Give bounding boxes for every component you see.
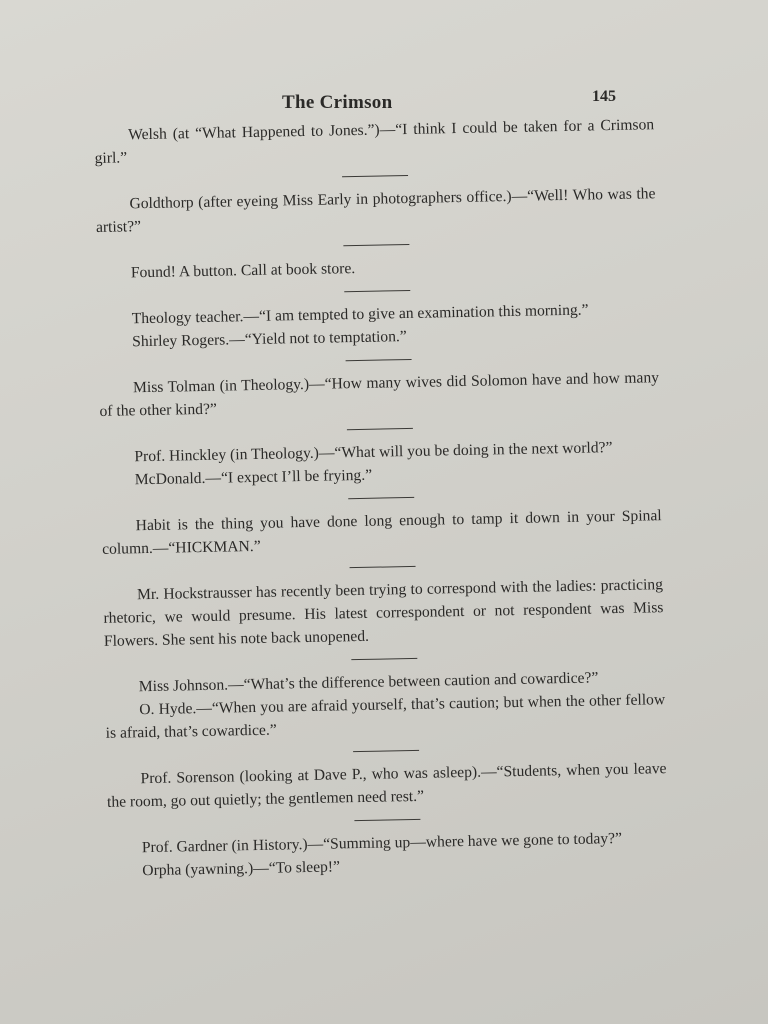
- paragraph: O. Hyde.—“When you are afraid yourself, that’s caution; but when the other fellow is afraid, that’s cowardice.”: [105, 691, 666, 742]
- paragraph: Goldthorp (after eyeing Miss Early in photographers office.)—“Well! Who was the artist?”: [95, 185, 656, 236]
- paragraph: Miss Johnson.—“What’s the difference between caution and cowardice?”: [138, 669, 599, 696]
- paragraph: Prof. Gardner (in History.)—“Summing up—where have we gone to today?”: [141, 829, 623, 857]
- paragraph: Habit is the thing you have done long enough to tamp it down in your Spinal column.—“HICKMAN.”: [102, 507, 662, 558]
- divider-rule: [344, 290, 410, 292]
- divider-rule: [354, 819, 420, 821]
- entry-goldthorp: [95, 182, 656, 239]
- entry-miss-johnson: [105, 665, 666, 745]
- paragraph: Prof. Hinckley (in Theology.)—“What will you be doing in the next world?”: [134, 439, 613, 466]
- divider-rule: [346, 359, 412, 361]
- paragraph: Welsh (at “What Happened to Jones.”)—“I think I could be taken for a Crimson girl.”: [94, 116, 655, 167]
- entry-prof-hinckley: [100, 435, 661, 492]
- paragraph: Found! A button. Call at book store.: [130, 260, 356, 282]
- entry-habit: [102, 504, 663, 561]
- divider-rule: [348, 497, 414, 499]
- entry-theology-teacher: [98, 297, 659, 354]
- entry-prof-sorenson: [106, 757, 667, 814]
- paragraph: Shirley Rogers.—“Yield not to temptation.”: [132, 328, 407, 351]
- running-title: The Crimson: [282, 92, 393, 113]
- entry-hockstrausser: [103, 573, 664, 653]
- entry-welsh: [94, 113, 655, 170]
- divider-rule: [353, 750, 419, 752]
- body-text: [94, 113, 668, 883]
- divider-rule: [347, 428, 413, 430]
- paragraph: Theology teacher.—“I am tempted to give an examination this morning.”: [131, 301, 589, 328]
- paragraph: Prof. Sorenson (looking at Dave P., who was asleep).—“Students, when you leave the room, go out quietly; the gentlemen need rest.”: [106, 760, 667, 811]
- divider-rule: [342, 175, 408, 177]
- entry-miss-tolman: [99, 366, 660, 423]
- page-number: 145: [592, 88, 616, 105]
- entry-found-button: [97, 251, 657, 285]
- paragraph: Miss Tolman (in Theology.)—“How many wives did Solomon have and how many of the other kind?”: [99, 369, 660, 420]
- paragraph: Orpha (yawning.)—“To sleep!”: [142, 858, 341, 880]
- divider-rule: [350, 566, 416, 568]
- paragraph: Mr. Hockstrausser has recently been trying to correspond with the ladies: practicing rhetoric, we would presume. His latest correspondent or not respondent was Miss Flowers. She sent his note back unopened.: [103, 576, 664, 650]
- paragraph: McDonald.—“I expect I’ll be frying.”: [134, 466, 373, 489]
- entry-prof-gardner: [108, 826, 669, 883]
- divider-rule: [343, 244, 409, 246]
- divider-rule: [351, 658, 417, 660]
